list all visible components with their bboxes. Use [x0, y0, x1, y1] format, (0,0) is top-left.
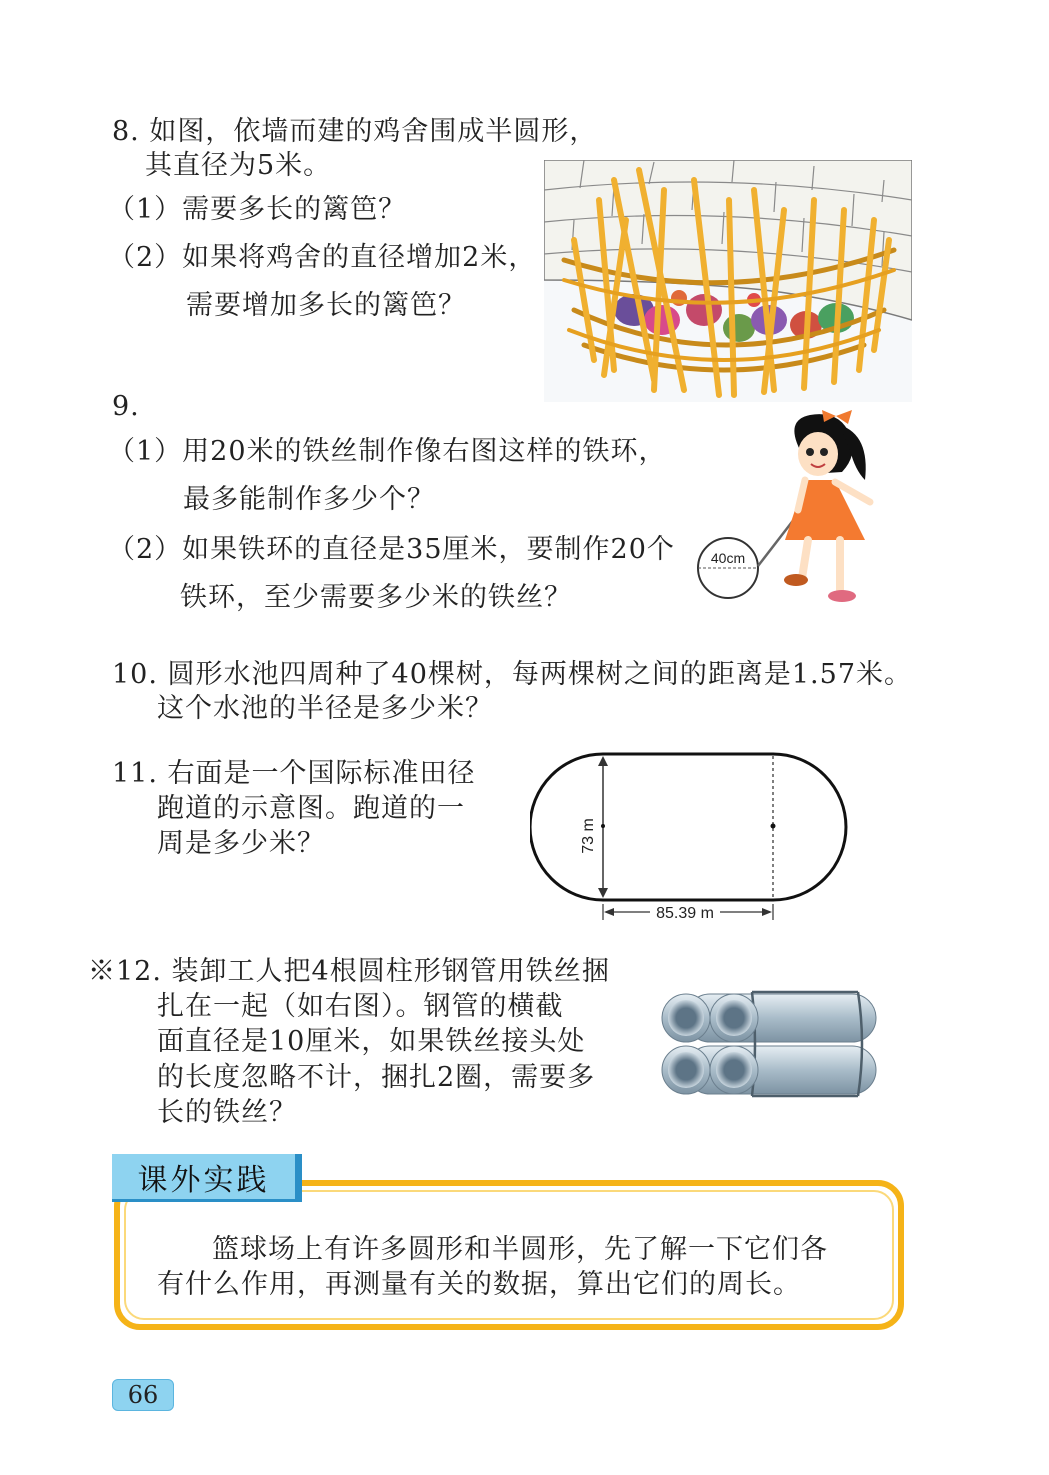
p9-q2a: （2）如果铁环的直径是35厘米，要制作20个 [108, 534, 675, 565]
p10-line1: 10. 圆形水池四周种了40棵树，每两棵树之间的距离是1.57米。 [112, 659, 912, 690]
practice-line1: 篮球场上有许多圆形和半圆形，先了解一下它们各 [212, 1234, 828, 1265]
hoop-diameter-label: 40cm [710, 550, 746, 566]
practice-line2: 有什么作用，再测量有关的数据，算出它们的周长。 [157, 1269, 801, 1300]
p8-line2: 其直径为5米。 [145, 150, 332, 181]
p8-q2b: 需要增加多长的篱笆？ [186, 290, 466, 321]
p8-line1: 8. 如图，依墙而建的鸡舍围成半圆形， [112, 116, 598, 147]
p11-line2: 跑道的示意图。跑道的一 [157, 793, 465, 824]
p12-line1: ※12. 装卸工人把4根圆柱形钢管用铁丝捆 [88, 956, 610, 987]
p10-line2: 这个水池的半径是多少米？ [157, 693, 493, 724]
p12-line2: 扎在一起（如右图）。钢管的横截 [157, 991, 564, 1022]
p8-q2a: （2）如果将鸡舍的直径增加2米， [108, 242, 537, 273]
track-length-label: 85.39 m [656, 905, 714, 922]
p9-q1b: 最多能制作多少个？ [183, 484, 435, 515]
p11-line1: 11. 右面是一个国际标准田径 [112, 758, 476, 789]
p11-line3: 周是多少米？ [157, 828, 325, 859]
running-track-diagram [530, 748, 860, 928]
p12-line5: 长的铁丝？ [157, 1097, 297, 1128]
girl-with-hoop-illustration [690, 410, 900, 610]
chicken-coop-illustration [544, 160, 912, 402]
p8-q1: （1）需要多长的篱笆？ [108, 194, 407, 225]
p9-q2b: 铁环，至少需要多少米的铁丝？ [180, 582, 572, 613]
steel-pipes-illustration [660, 990, 885, 1100]
p12-line3: 面直径是10厘米，如果铁丝接头处 [157, 1026, 586, 1057]
practice-title: 课外实践 [112, 1154, 302, 1202]
page-number: 66 [112, 1379, 174, 1411]
p9-number: 9. [112, 391, 140, 422]
track-height-label: 73 m [580, 818, 597, 854]
p12-line4: 的长度忽略不计，捆扎2圈，需要多 [157, 1062, 596, 1093]
p9-q1a: （1）用20米的铁丝制作像右图这样的铁环， [108, 436, 667, 467]
